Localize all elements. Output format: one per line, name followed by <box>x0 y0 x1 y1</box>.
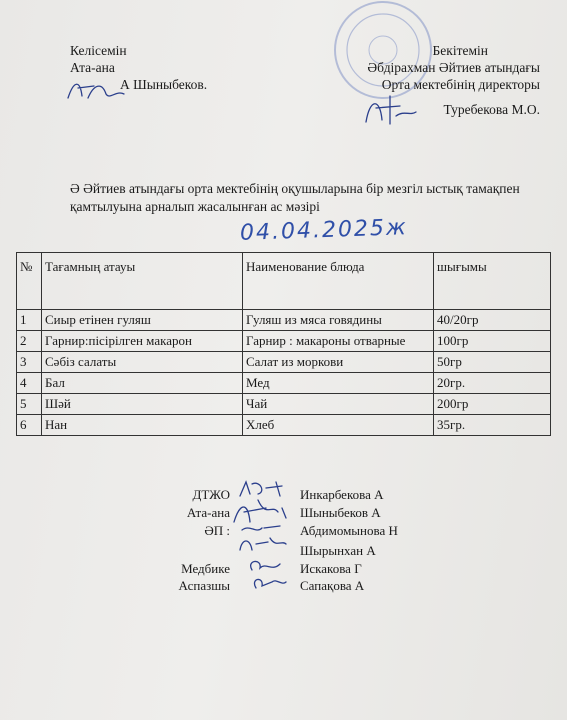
approval-right <box>312 42 540 118</box>
table-row <box>17 394 551 415</box>
menu-table <box>16 252 551 436</box>
cell-dish-kk: Сәбіз салаты <box>42 352 243 373</box>
approval-right-school: Әбдірахман Әйтиев атындағы <box>367 60 540 75</box>
parent-signature <box>64 76 134 106</box>
document-title: Ә Әйтиев атындағы орта мектебінің оқушыларына бір мезгіл ыстық тамақпен қамтылуына арналып жасалынған ас мәзірі <box>70 181 520 214</box>
cell-dish-ru: Салат из моркови <box>243 352 434 373</box>
approval-left-signer: А Шыныбеков. <box>120 77 208 92</box>
cell-yield: 40/20гр <box>434 310 551 331</box>
cell-yield: 200гр <box>434 394 551 415</box>
table-row <box>17 331 551 352</box>
cell-number: 1 <box>17 310 42 331</box>
approval-right-position: Орта мектебінің директоры <box>381 77 540 92</box>
cell-dish-ru: Хлеб <box>243 415 434 436</box>
sig-role-dtjo: ДТЖО <box>192 487 230 502</box>
cell-dish-kk: Гарнир:пісірілген макарон <box>42 331 243 352</box>
approval-left-role: Ата-ана <box>70 60 115 75</box>
table-row <box>17 373 551 394</box>
cell-yield: 50гр <box>434 352 551 373</box>
cell-number: 2 <box>17 331 42 352</box>
approval-right-heading: Бекітемін <box>432 43 488 58</box>
table-header-row <box>17 253 551 310</box>
signature-scribbles <box>232 478 302 598</box>
header-dish-ru: Наименование блюда <box>243 253 434 310</box>
sig-name-shyrynkhan: Шырынхан А <box>300 543 376 558</box>
handwritten-date: 04.04.2025ж <box>239 215 409 246</box>
cell-number: 3 <box>17 352 42 373</box>
header-number: № <box>17 253 42 310</box>
table-row <box>17 415 551 436</box>
cell-dish-kk: Сиыр етінен гуляш <box>42 310 243 331</box>
cell-number: 4 <box>17 373 42 394</box>
sig-name-nurse: Искакова Г <box>300 561 362 576</box>
cell-yield: 100гр <box>434 331 551 352</box>
approval-left-heading: Келісемін <box>70 43 127 58</box>
cell-yield: 20гр. <box>434 373 551 394</box>
table-row <box>17 352 551 373</box>
sig-role-nurse: Медбике <box>181 561 230 576</box>
sig-name-cook: Сапақова А <box>300 578 365 593</box>
sig-role-parent: Ата-ана <box>186 505 230 520</box>
cell-dish-ru: Чай <box>243 394 434 415</box>
sig-role-ap: ӘП : <box>204 523 230 538</box>
cell-dish-ru: Гуляш из мяса говядины <box>243 310 434 331</box>
cell-dish-ru: Мед <box>243 373 434 394</box>
sig-name-ap: Абдимомынова Н <box>300 523 398 538</box>
cell-yield: 35гр. <box>434 415 551 436</box>
cell-dish-kk: Шәй <box>42 394 243 415</box>
header-yield: шығымы <box>434 253 551 310</box>
cell-dish-ru: Гарнир : макароны отварные <box>243 331 434 352</box>
table-row <box>17 310 551 331</box>
cell-number: 6 <box>17 415 42 436</box>
sig-name-parent: Шыныбеков А <box>300 505 381 520</box>
sig-name-dtjo: Инкарбекова А <box>300 487 384 502</box>
cell-number: 5 <box>17 394 42 415</box>
header-dish-kk: Тағамның атауы <box>42 253 243 310</box>
approval-right-signer: Туребекова М.О. <box>443 102 540 117</box>
cell-dish-kk: Бал <box>42 373 243 394</box>
cell-dish-kk: Нан <box>42 415 243 436</box>
sig-role-cook: Аспазшы <box>178 578 230 593</box>
director-signature <box>360 92 420 128</box>
